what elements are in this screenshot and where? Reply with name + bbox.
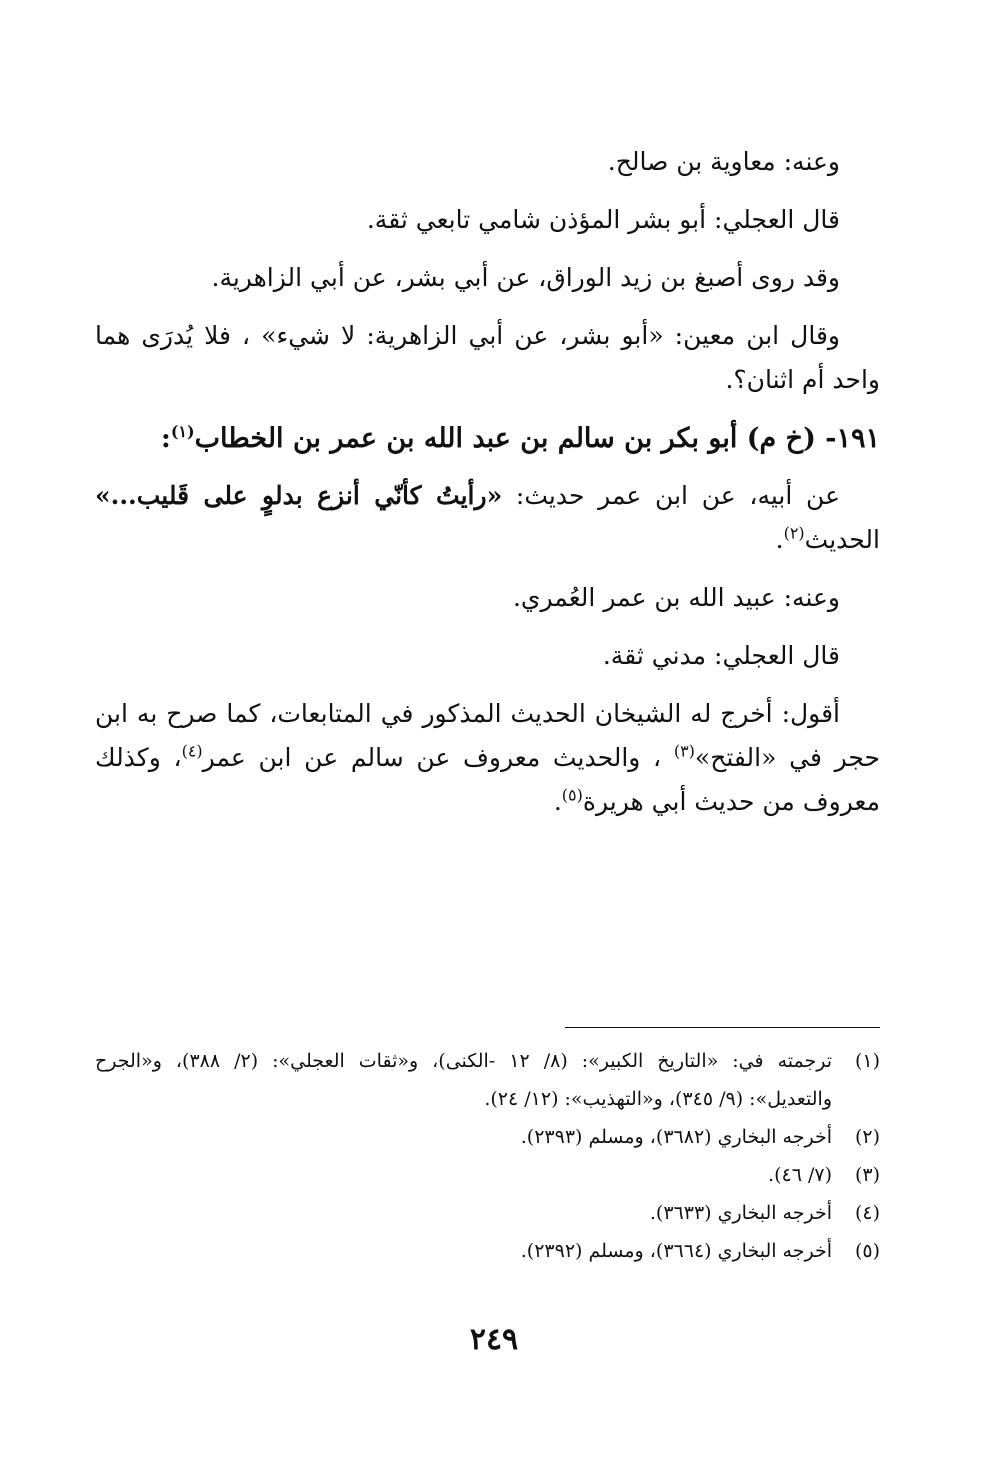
footnote-separator <box>565 1027 880 1028</box>
paragraph-hadith <box>95 474 880 562</box>
comment-end: . <box>553 787 562 816</box>
footnote-number: (٥) <box>854 1240 880 1262</box>
paragraph-narrator-muawiya: وعنه: معاوية بن صالح. <box>607 147 840 176</box>
entry-number: ١٩١- <box>825 423 880 454</box>
entry-colon: : <box>160 423 171 454</box>
paragraph-author-comment <box>95 692 880 824</box>
paragraph-ijli-abu-bishr: قال العجلي: أبو بشر المؤذن شامي تابعي ثقة. <box>366 205 840 234</box>
hadith-end: . <box>775 525 784 554</box>
footnote-reference: (٣) <box>673 741 695 761</box>
footnote-text: أخرجه البخاري (٣٦٦٤)، ومسلم (٢٣٩٢). <box>520 1240 832 1262</box>
footnote-text: أخرجه البخاري (٣٦٣٣). <box>649 1202 832 1224</box>
paragraph-ibn-main-statement: وقال ابن معين: «أبو بشر، عن أبي الزاهرية: لا شيء» ، فلا يُدرَى هما واحد أم اثنان؟. <box>95 321 880 394</box>
footnote-item <box>95 1194 880 1232</box>
hadith-quote: «رأيتُ كأنّي أنزع بدلوٍ على قَليب...» <box>95 481 503 510</box>
footnote-text: (٧/ ٤٦). <box>768 1164 832 1186</box>
footnote-item <box>95 1232 880 1270</box>
footnote-number: (٢) <box>854 1126 880 1148</box>
paragraph-ijli-madani: قال العجلي: مدني ثقة. <box>602 641 840 670</box>
footnote-item <box>95 1042 880 1118</box>
comment-part-1: أقول: أخرج له الشيخان الحديث المذكور في المتابعات، كما صرح به ابن حجر في «الفتح» <box>95 699 880 772</box>
hadith-intro: عن أبيه، عن ابن عمر حديث: <box>502 481 840 510</box>
paragraph-narrator-ubaydullah: وعنه: عبيد الله بن عمر العُمري. <box>512 583 840 612</box>
footnote-reference: (٥) <box>561 785 583 805</box>
footnote-text: ترجمته في: «التاريخ الكبير»: (٨/ ١٢ -الكنى)، و«ثقات العجلي»: (٢/ ٣٨٨)، و«الجرح والتعديل»: (٩/ ٣٤٥)، و«التهذيب»: (١٢/ ٢٤). <box>95 1050 832 1110</box>
hadith-tail: الحديث <box>804 525 880 554</box>
footnote-reference: (٤) <box>181 741 203 761</box>
entry-codes: (خ م) <box>746 423 816 454</box>
comment-part-2: ، والحديث معروف عن سالم عن ابن عمر <box>202 743 674 772</box>
footnote-number: (٣) <box>854 1164 880 1186</box>
paragraph-asbagh-narration: وقد روى أصبغ بن زيد الوراق، عن أبي بشر، عن أبي الزاهرية. <box>211 263 840 292</box>
footnote-reference: (١) <box>170 422 195 441</box>
main-text <box>95 140 880 838</box>
footnote-number: (١) <box>854 1050 880 1072</box>
footnote-item <box>95 1118 880 1156</box>
page-number: ٢٤٩ <box>469 1322 519 1357</box>
footnotes <box>95 1042 880 1270</box>
footnote-item <box>95 1156 880 1194</box>
comment-part-3: ، وكذلك معروف من حديث أبي هريرة <box>95 743 880 816</box>
entry-heading <box>95 416 880 462</box>
footnote-text: أخرجه البخاري (٣٦٨٢)، ومسلم (٢٣٩٣). <box>520 1126 832 1148</box>
footnote-reference: (٢) <box>783 523 805 543</box>
entry-name: أبو بكر بن سالم بن عبد الله بن عمر بن الخطاب <box>194 423 738 454</box>
footnote-number: (٤) <box>854 1202 880 1224</box>
